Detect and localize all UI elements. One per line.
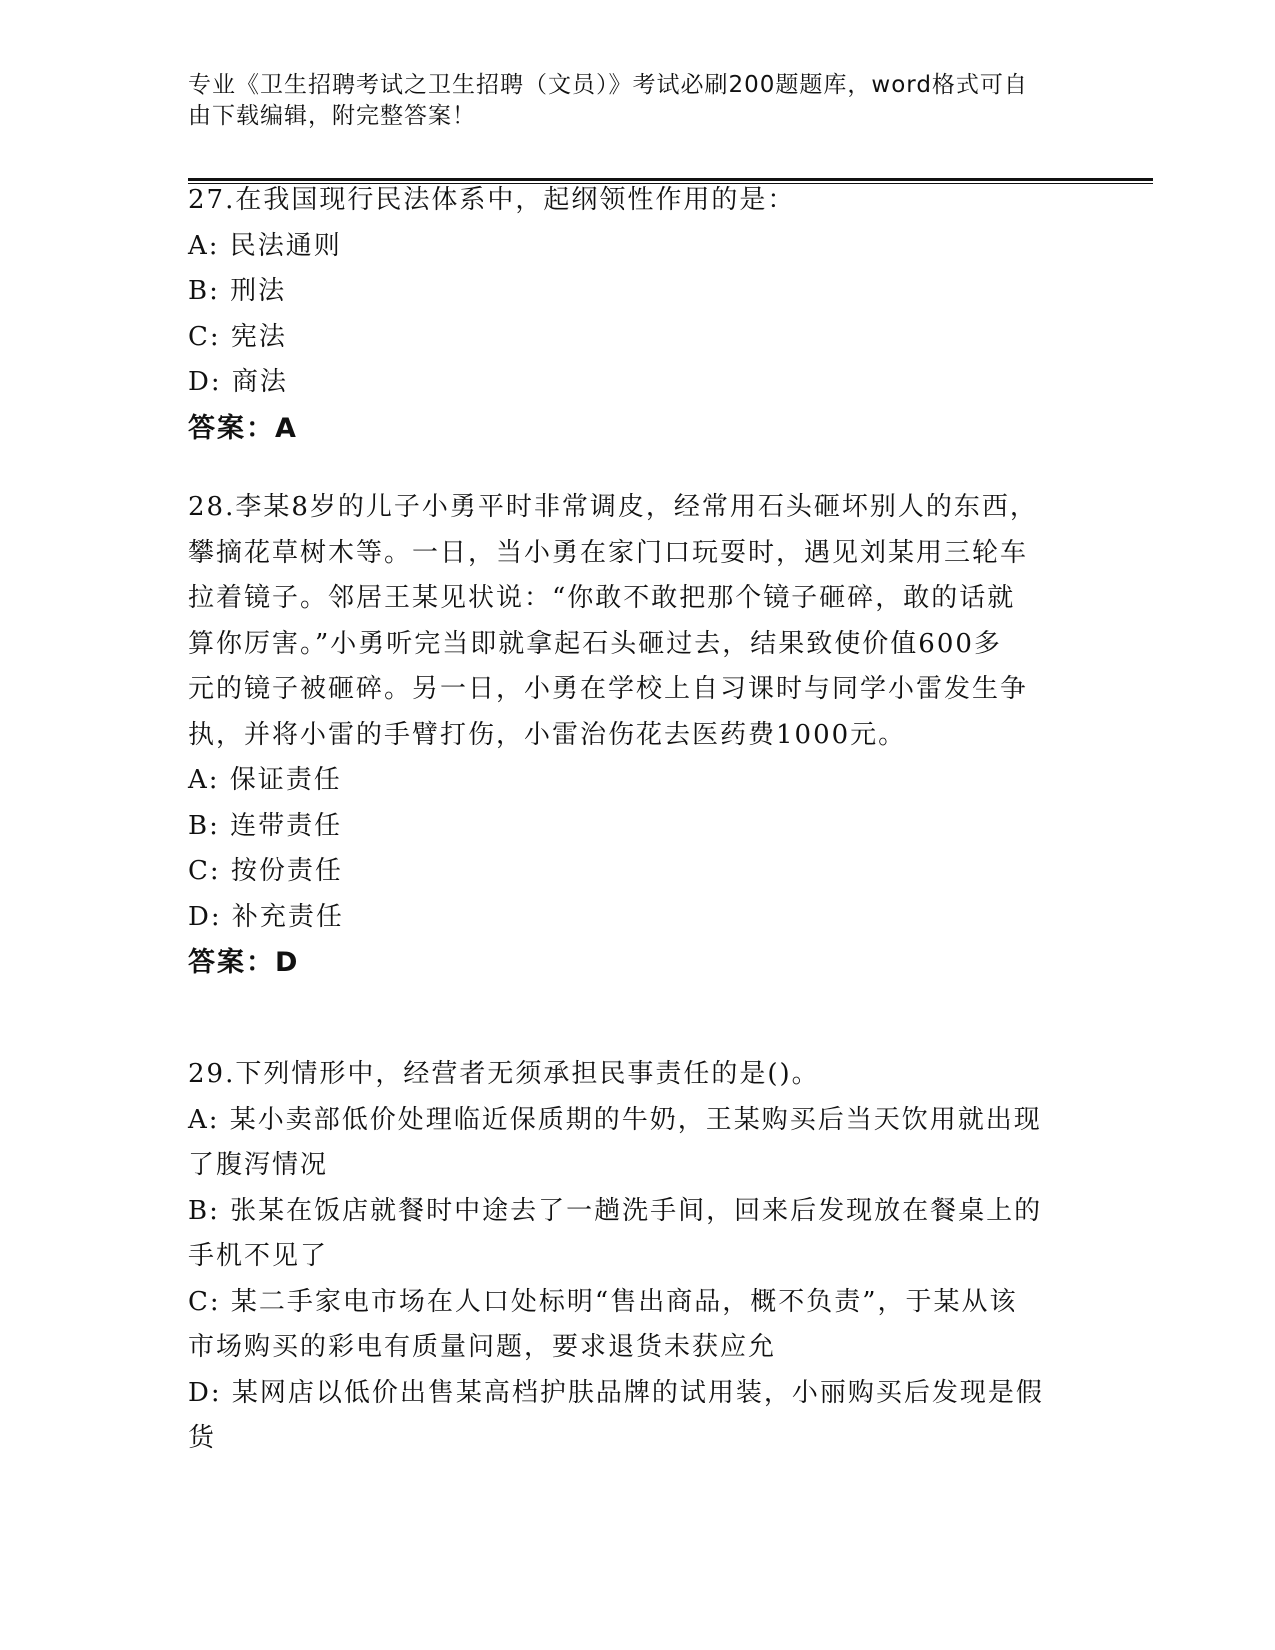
option-a: A: 某小卖部低价处理临近保质期的牛奶，王某购买后当天饮用就出现 [188,1104,1042,1135]
question-stem-line: 元的镜子被砸碎。另一日，小勇在学校上自习课时与同学小雷发生争 [188,674,1029,704]
answer-label: 答案：D [188,947,300,978]
option-b: B: 张某在饭店就餐时中途去了一趟洗手间，回来后发现放在餐桌上的 [188,1195,1043,1226]
option-a-continued: 了腹泻情况 [188,1150,329,1180]
option-a: A: 保证责任 [188,765,342,795]
option-d: D: 某网店以低价出售某高档护肤品牌的试用装，小丽购买后发现是假 [188,1377,1044,1408]
question-stem-line: 28.李某8岁的儿子小勇平时非常调皮，经常用石头砸坏别人的东西， [188,492,1038,522]
option-b-continued: 手机不见了 [188,1241,329,1271]
option-c: C: 宪法 [188,321,287,352]
option-d: D: 商法 [188,367,288,397]
question-27 [188,178,1088,451]
header-line: 由下载编辑，附完整答案！ [188,103,476,129]
question-stem-line: 执，并将小雷的手臂打伤，小雷治伤花去医药费1000元。 [188,719,907,750]
question-stem: 27.在我国现行民法体系中，起纲领性作用的是： [188,185,796,215]
option-b: B: 刑法 [188,276,287,306]
option-c-continued: 市场购买的彩电有质量问题，要求退货未获应允 [188,1332,777,1362]
question-29 [188,1052,1088,1462]
header-line: 专业《卫生招聘考试之卫生招聘（文员）》考试必刷200题题库，word格式可自 [188,72,1028,98]
option-c: C: 某二手家电市场在人口处标明“售出商品，概不负责”，于某从该 [188,1286,1018,1317]
question-stem-line: 拉着镜子。邻居王某见状说：“你敢不敢把那个镜子砸碎，敢的话就 [188,583,1016,613]
option-d-continued: 货 [188,1423,217,1453]
option-b: B: 连带责任 [188,810,343,841]
question-stem: 29.下列情形中，经营者无须承担民事责任的是()。 [188,1059,820,1089]
question-stem-line: 算你厉害。”小勇听完当即就拿起石头砸过去，结果致使价值600多 [188,628,1002,659]
document-header [188,70,1068,132]
question-stem-line: 攀摘花草树木等。一日，当小勇在家门口玩耍时，遇见刘某用三轮车 [188,537,1029,568]
option-a: A: 民法通则 [188,230,342,261]
question-28 [188,485,1088,986]
answer-label: 答案：A [188,412,298,444]
option-d: D: 补充责任 [188,901,344,932]
option-c: C: 按份责任 [188,856,343,886]
